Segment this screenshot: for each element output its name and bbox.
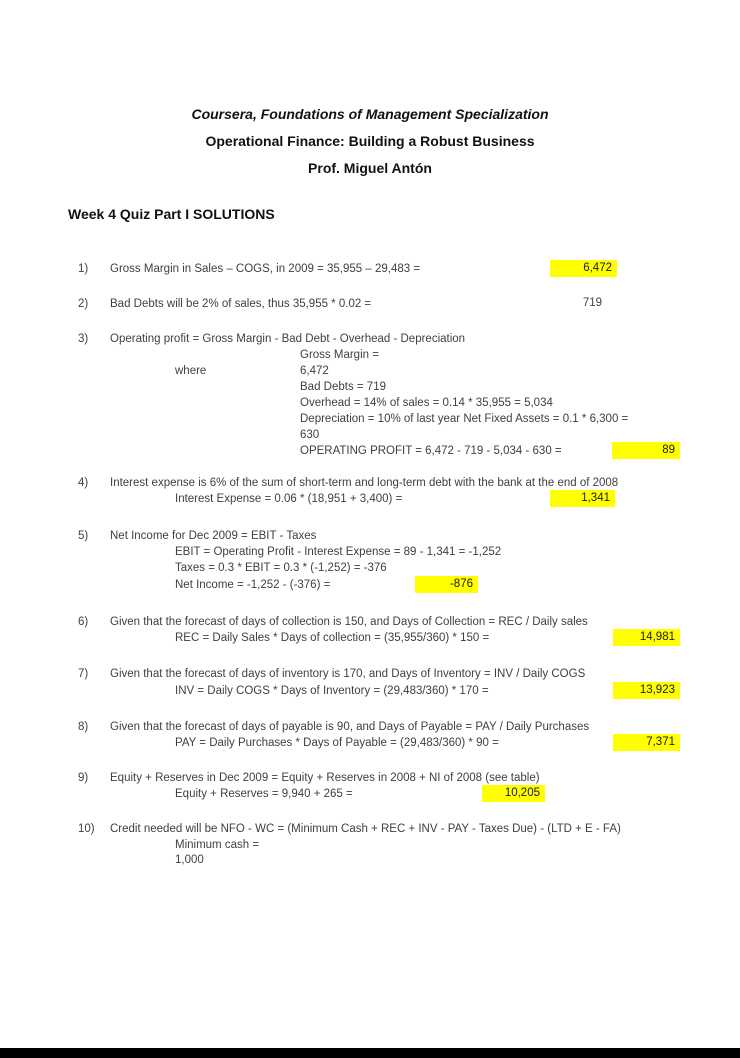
item-sub-line: 6,472	[300, 365, 329, 377]
item-number: 2)	[78, 298, 89, 310]
quiz-item-9	[0, 768, 740, 800]
item-sub-line: Minimum cash =	[175, 839, 260, 851]
item-text: Given that the forecast of days of collection is 150, and Days of Collection = REC / Daily sales	[110, 616, 588, 628]
item-number: 9)	[78, 772, 89, 784]
item-sub-line: PAY = Daily Purchases * Days of Payable = (29,483/360) * 90 =	[175, 737, 499, 749]
item-number: 1)	[78, 263, 89, 275]
quiz-item-1	[0, 259, 740, 275]
professor-name: Prof. Miguel Antón	[308, 160, 432, 176]
item-value-highlight: 10,205	[482, 785, 545, 802]
quiz-item-4	[0, 473, 740, 505]
where-label: where	[175, 365, 207, 377]
item-text: Operating profit = Gross Margin - Bad Debt - Overhead - Depreciation	[110, 333, 466, 345]
item-value-highlight: 13,923	[613, 682, 680, 699]
item-value: 719	[582, 297, 602, 309]
item-value-highlight: 14,981	[613, 629, 680, 646]
item-text: Equity + Reserves in Dec 2009 = Equity + Reserves in 2008 + NI of 2008 (see table)	[110, 772, 540, 784]
item-sub-line: INV = Daily COGS * Days of Inventory = (29,483/360) * 170 =	[175, 685, 489, 697]
item-sub-line: 1,000	[175, 854, 204, 866]
course-title: Coursera, Foundations of Management Specialization	[191, 106, 549, 122]
item-text: Net Income for Dec 2009 = EBIT - Taxes	[110, 530, 317, 542]
item-sub-line: Interest Expense = 0.06 * (18,951 + 3,400) =	[175, 493, 403, 505]
item-text: Gross Margin in Sales – COGS, in 2009 = 35,955 – 29,483 =	[110, 263, 421, 275]
item-sub-line: Taxes = 0.3 * EBIT = 0.3 * (-1,252) = -376	[175, 562, 387, 574]
item-sub-line: Bad Debts = 719	[300, 381, 386, 393]
item-sub-line: Equity + Reserves = 9,940 + 265 =	[175, 788, 353, 800]
item-sub-line: 630	[300, 429, 320, 441]
item-text: Given that the forecast of days of inventory is 170, and Days of Inventory = INV / Daily COGS	[110, 668, 586, 680]
item-text: Interest expense is 6% of the sum of short-term and long-term debt with the bank at the end of 2008	[110, 477, 619, 489]
item-sub-line: Depreciation = 10% of last year Net Fixed Assets = 0.1 * 6,300 =	[300, 413, 629, 425]
item-sub-line: Gross Margin =	[300, 349, 379, 361]
item-text: Given that the forecast of days of payable is 90, and Days of Payable = PAY / Daily Purchases	[110, 721, 590, 733]
item-number: 8)	[78, 721, 89, 733]
footer-bar	[0, 1048, 740, 1058]
item-value-highlight: 1,341	[550, 490, 615, 507]
item-number: 3)	[78, 333, 89, 345]
course-subtitle: Operational Finance: Building a Robust Business	[205, 133, 535, 149]
item-number: 6)	[78, 616, 89, 628]
item-text: Credit needed will be NFO - WC = (Minimum Cash + REC + INV - PAY - Taxes Due) - (LTD + E - FA)	[110, 823, 621, 835]
item-sub-line: Net Income = -1,252 - (-376) =	[175, 579, 331, 591]
quiz-item-8	[0, 717, 740, 749]
item-sub-line: Overhead = 14% of sales = 0.14 * 35,955 = 5,034	[300, 397, 553, 409]
item-text: Bad Debts will be 2% of sales, thus 35,955 * 0.02 =	[110, 298, 372, 310]
quiz-item-2	[0, 294, 740, 310]
item-value-highlight: -876	[415, 576, 478, 593]
quiz-item-10	[0, 819, 740, 866]
quiz-item-5	[0, 526, 740, 591]
item-result-line: OPERATING PROFIT = 6,472 - 719 - 5,034 - 630 =	[300, 445, 562, 457]
item-sub-line: EBIT = Operating Profit - Interest Expense = 89 - 1,341 = -1,252	[175, 546, 502, 558]
section-title: Week 4 Quiz Part I SOLUTIONS	[68, 206, 275, 222]
quiz-item-3	[0, 329, 740, 457]
item-sub-line: REC = Daily Sales * Days of collection = (35,955/360) * 150 =	[175, 632, 490, 644]
item-value-highlight: 7,371	[613, 734, 680, 751]
item-number: 10)	[78, 823, 95, 835]
item-number: 7)	[78, 668, 89, 680]
quiz-item-7	[0, 664, 740, 697]
item-value-highlight: 89	[612, 442, 680, 459]
quiz-item-6	[0, 612, 740, 644]
item-number: 4)	[78, 477, 89, 489]
item-value-highlight: 6,472	[550, 260, 617, 277]
item-number: 5)	[78, 530, 89, 542]
